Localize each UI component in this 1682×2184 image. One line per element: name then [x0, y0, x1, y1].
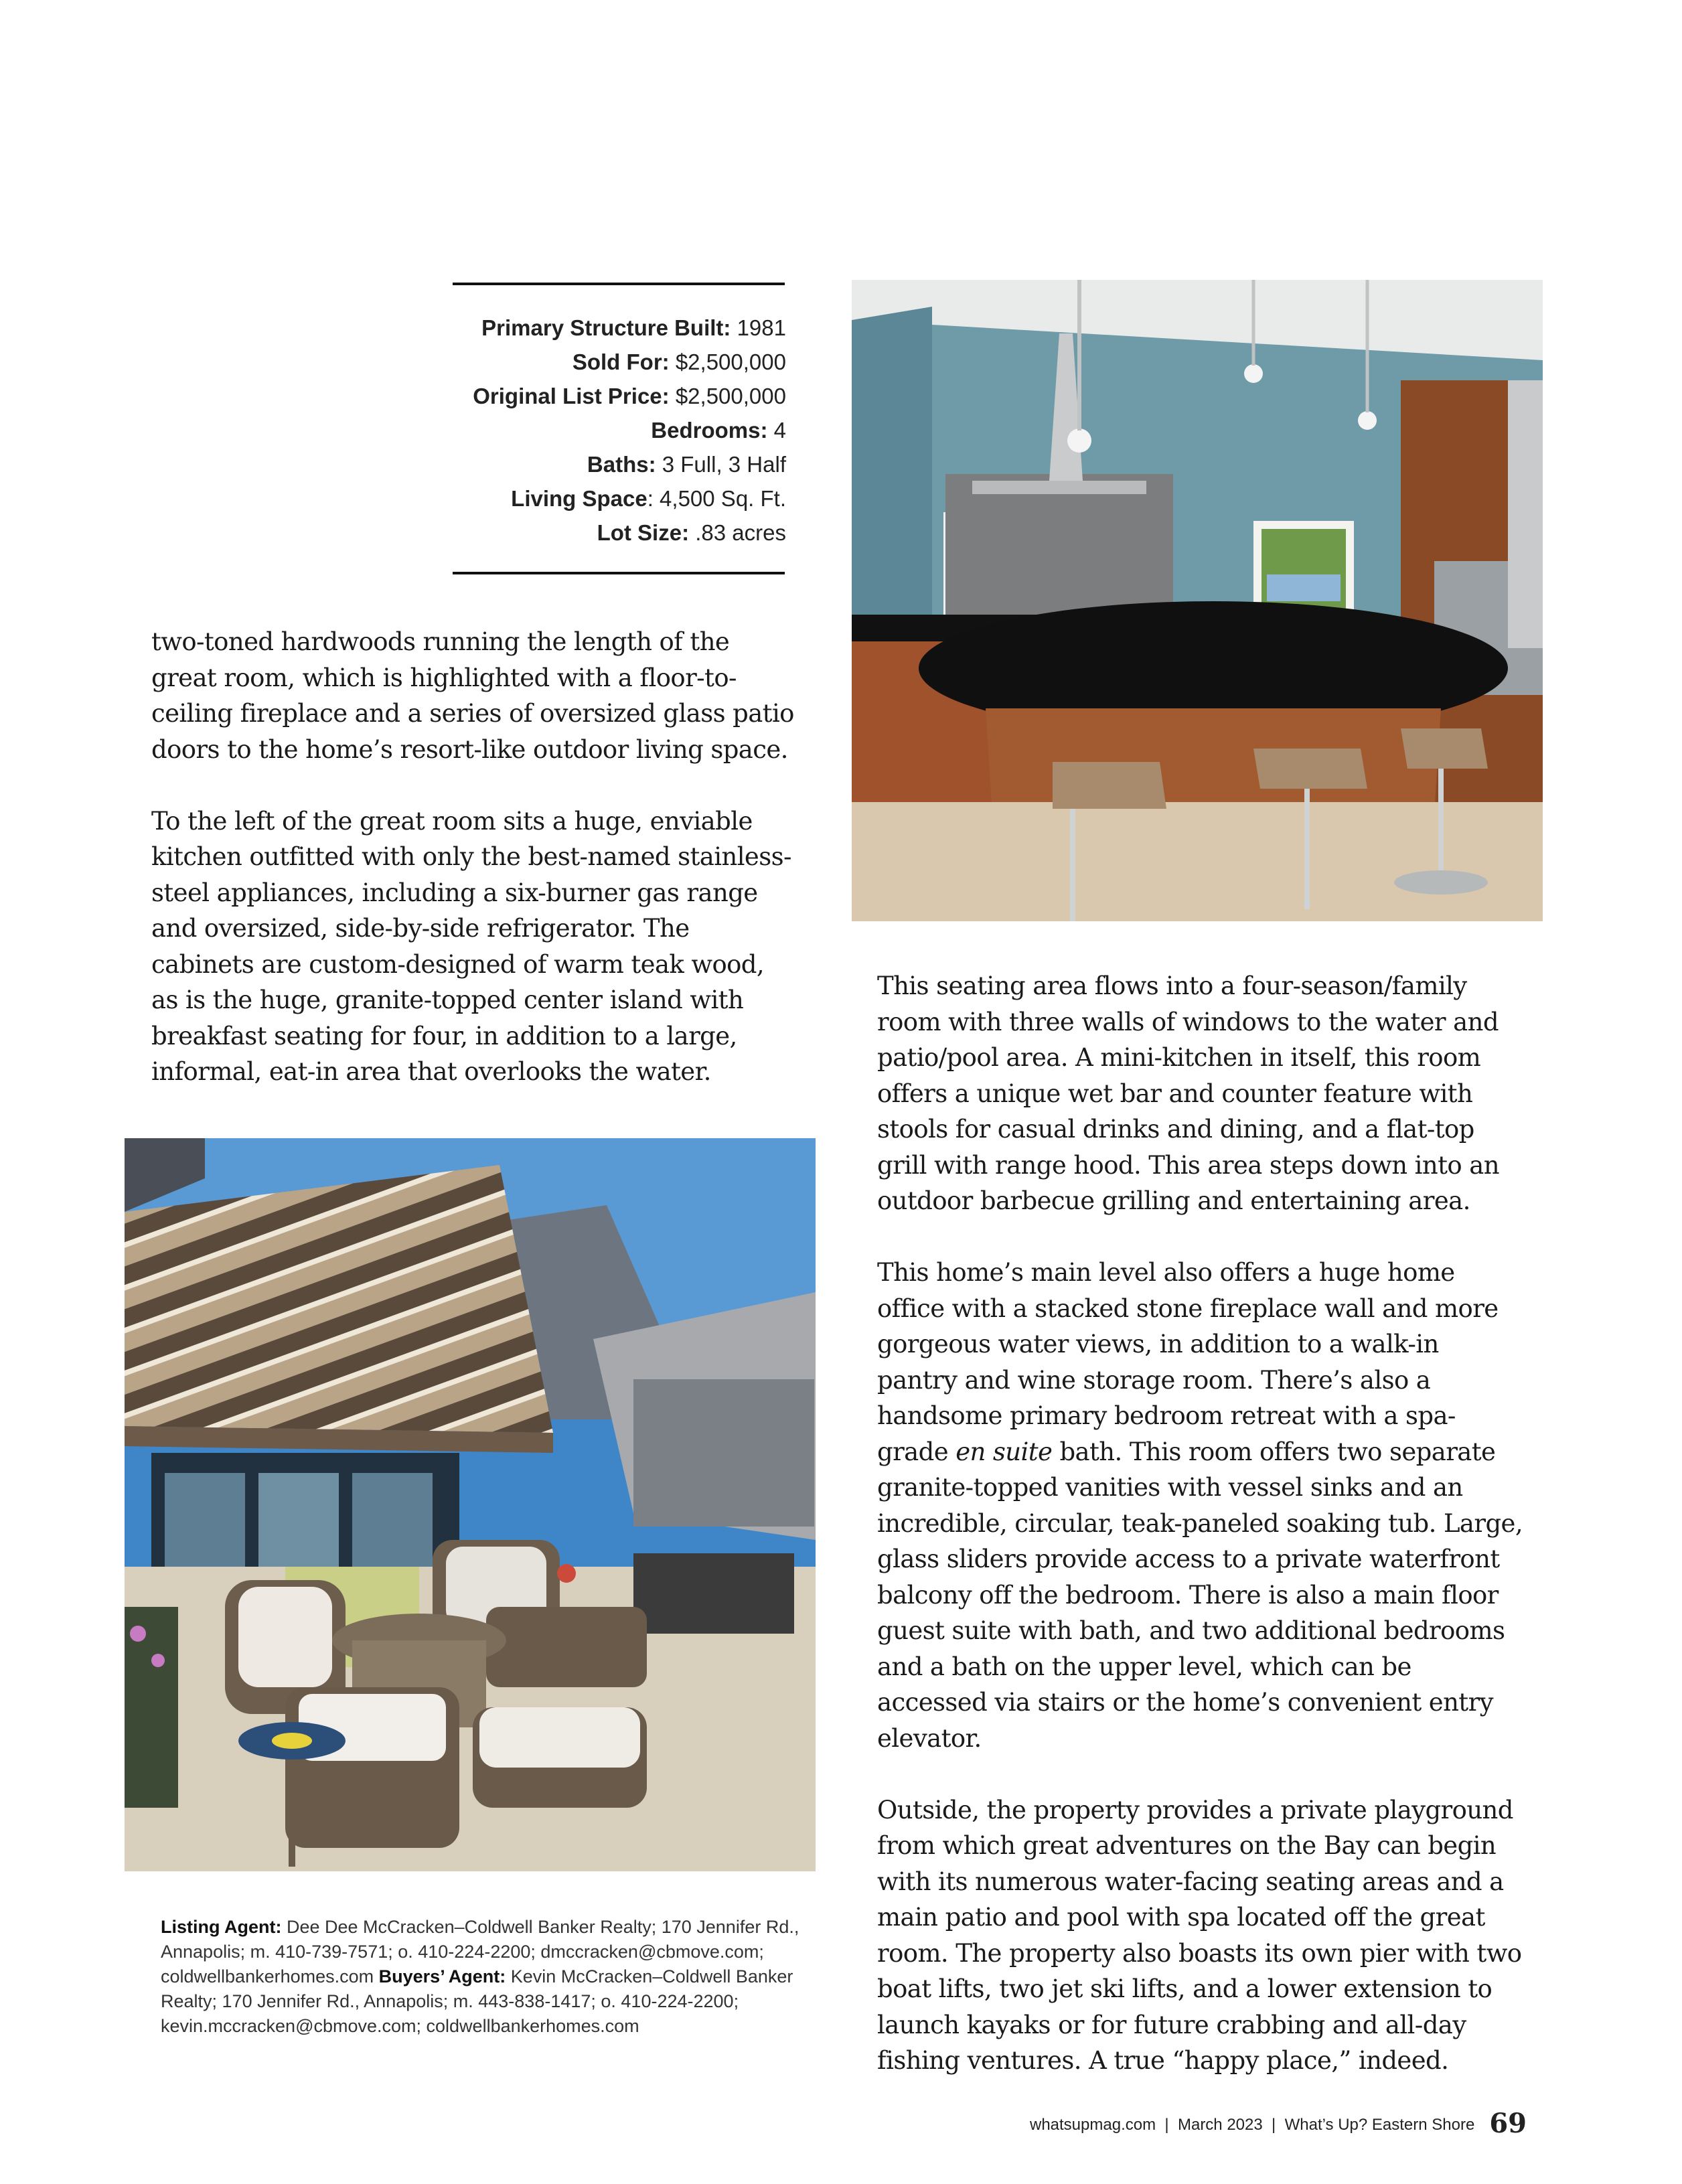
fact-bedrooms: Bedrooms: 4 [651, 418, 786, 443]
agents-credit [161, 1915, 816, 2039]
left-column-text [151, 624, 794, 1090]
page-footer [1030, 2108, 1527, 2139]
buyers-agent-label: Buyers’ Agent: [378, 1966, 506, 1986]
fact-sold-for: Sold For: $2,500,000 [572, 349, 786, 374]
paragraph-outside: Outside, the property provides a private playground from which great adventures on the Bay can begin with its numerous water-facing seating areas and a main patio and pool with spa located off the great room. The property also boasts its own pier with two boat lifts, two jet ski lifts, and a lower extension to launch kayaks or for future crabbing and all-day fishing ventures. A true “happy place,” indeed. [877, 1795, 1522, 2075]
listing-agent-label: Listing Agent: [161, 1917, 282, 1937]
fact-list-price: Original List Price: $2,500,000 [473, 384, 786, 408]
facts-bottom-rule [453, 572, 785, 574]
paragraph-main-level: This home’s main level also offers a huge home office with a stacked stone fireplace wall and more gorgeous water views, in addition to a walk-in pantry and wine storage room. There’s also a handsome primary bedroom retreat with a spa-grade en suite bath. This room offers two separate granite-topped vanities with vessel sinks and an incredible, circular, teak-paneled soaking tub. Large, glass sliders provide access to a private waterfront balcony off the bedroom. There is also a main floor guest suite with bath, and two additional bedrooms and a bath on the upper level, which can be accessed via stairs or the home’s convenient entry elevator. [877, 1258, 1523, 1753]
facts-top-rule [453, 283, 785, 285]
right-column-text [877, 968, 1524, 2079]
paragraph-great-room: two-toned hardwoods running the length of the great room, which is highlighted with a floor-to-ceiling fireplace and a series of oversized glass patio doors to the home’s resort-like outdoor living space. [151, 627, 794, 764]
fact-baths: Baths: 3 Full, 3 Half [587, 452, 786, 477]
paragraph-family-room: This seating area flows into a four-season/family room with three walls of windows to the water and patio/pool area. A mini-kitchen in itself, this room offers a unique wet bar and counter feature with stools for casual drinks and dining, and a flat-top grill with range hood. This area steps down into an outdoor barbecue grilling and entertaining area. [877, 971, 1499, 1215]
patio-photo [125, 1138, 816, 1871]
buyers-agent-info: Kevin McCracken–Coldwell Banker Realty; 170 Jennifer Rd., Annapolis; m. 443-838-1417; o. 410-224-2200; kevin.mccracken@cbmove.com; coldwellbankerhomes.com [161, 1966, 793, 2036]
footer-publication: whatsupmag.com | March 2023 | What’s Up? Eastern Shore [1029, 2116, 1475, 2134]
page-number: 69 [1489, 2108, 1527, 2139]
fact-built: Primary Structure Built: 1981 [481, 315, 786, 340]
paragraph-kitchen: To the left of the great room sits a huge, enviable kitchen outfitted with only the best-named stainless-steel appliances, including a six-burner gas range and oversized, side-by-side refrigerator. The cabinets are custom-designed of warm teak wood, as is the huge, granite-topped center island with breakfast seating for four, in addition to a large, informal, eat-in area that overlooks the water. [151, 806, 791, 1086]
fact-lot-size: Lot Size: .83 acres [597, 520, 786, 545]
listing-agent-info: Dee Dee McCracken–Coldwell Banker Realty; 170 Jennifer Rd., Annapolis; m. 410-739-7571; o. 410-224-2200; dmccracken@cbmove.com; coldwellbankerhomes.com [161, 1917, 799, 1986]
fact-living-space: Living Space: 4,500 Sq. Ft. [511, 486, 786, 511]
property-facts [429, 311, 786, 550]
kitchen-photo [852, 280, 1543, 921]
